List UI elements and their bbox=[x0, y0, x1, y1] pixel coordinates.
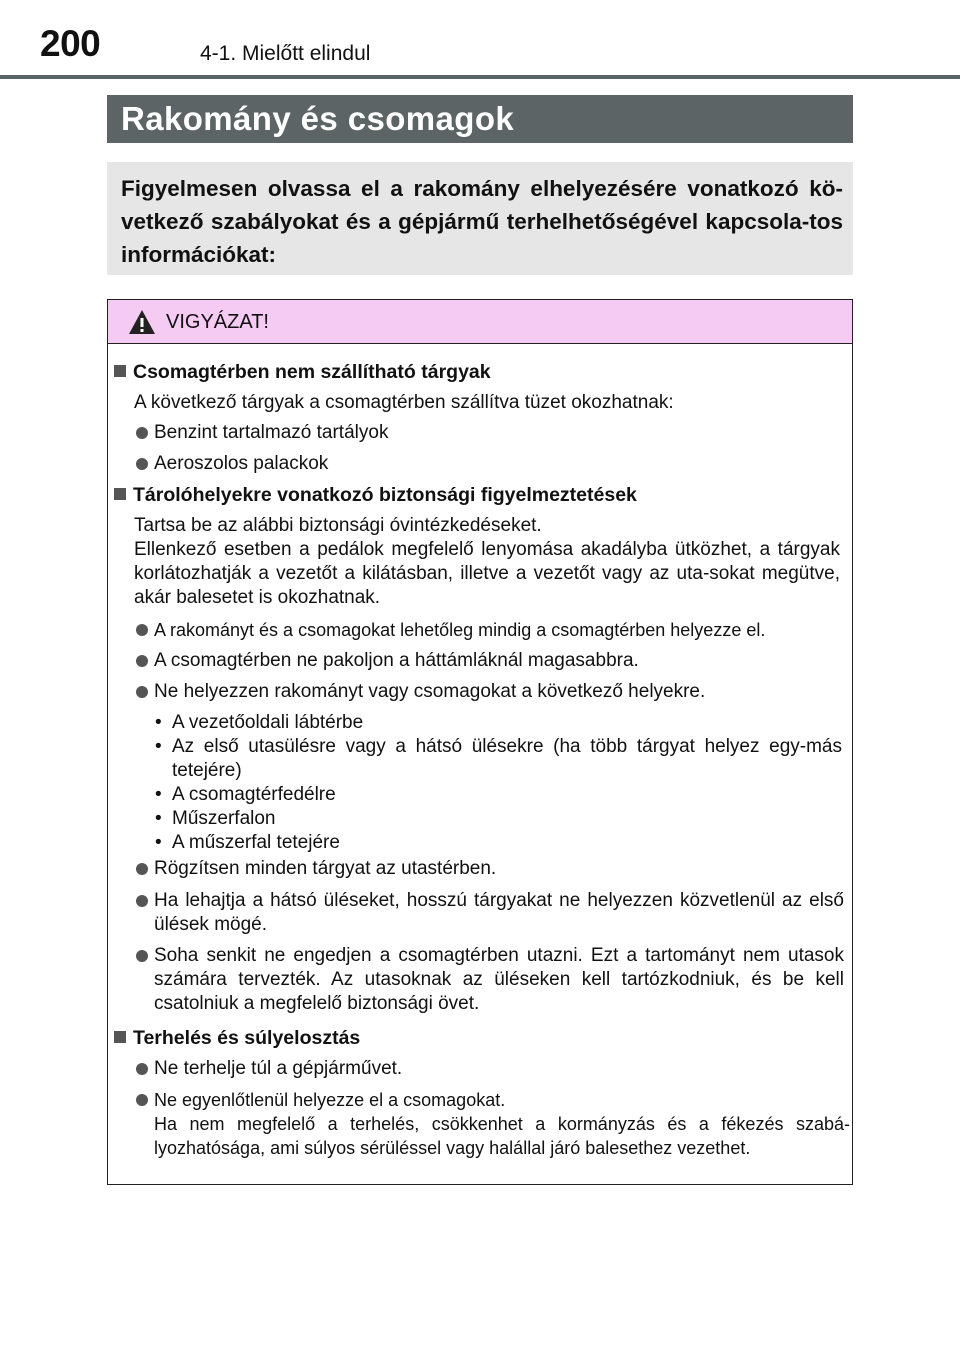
bullet-item: Soha senkit ne engedjen a csomagtérben utazni. Ezt a tartományt nem utasok számára tervezték. Az utasoknak az üléseken kell tartózkodniuk, és be kell csatolniuk a megfelelő biztonsági övet. bbox=[154, 944, 844, 1016]
bullet-item: A rakományt és a csomagokat lehetőleg mindig a csomagtérben helyezze el. bbox=[154, 618, 850, 642]
bullet-item: Benzint tartalmazó tartályok bbox=[154, 421, 844, 445]
bullet-item: Ne helyezzen rakományt vagy csomagokat a következő helyekre. bbox=[154, 680, 844, 704]
sub-item: • A vezetőoldali lábtérbe bbox=[155, 712, 364, 733]
bullet-item: Ne terhelje túl a gépjárművet. bbox=[154, 1057, 844, 1081]
page-header bbox=[0, 0, 960, 80]
sub-item: • Műszerfalon bbox=[155, 808, 276, 829]
bullet-icon bbox=[136, 458, 148, 470]
title-bar bbox=[107, 95, 853, 143]
bullet-item: Ha lehajtja a hátsó üléseket, hosszú tárgyakat ne helyezzen közvetlenül az első ülések mögé. bbox=[154, 889, 844, 937]
square-bullet-icon bbox=[114, 488, 126, 500]
bullet-item: Rögzítsen minden tárgyat az utastérben. bbox=[154, 857, 844, 881]
paragraph: A következő tárgyak a csomagtérben szállítva tüzet okozhatnak: bbox=[134, 392, 674, 413]
page-number: 200 bbox=[40, 23, 101, 64]
warning-label: VIGYÁZAT! bbox=[166, 311, 269, 333]
bullet-item: Aeroszolos palackok bbox=[154, 452, 844, 476]
section-heading: Csomagtérben nem szállítható tárgyak bbox=[114, 360, 491, 384]
bullet-icon bbox=[136, 895, 148, 907]
paragraph: Ellenkező esetben a pedálok megfelelő lenyomása akadályba ütközhet, a tárgyak korlátozhatják a vezetőt a kilátásban, illetve a vezetőt vagy az uta-sokat megütve, akár balesetet is okozhatnak. bbox=[134, 539, 840, 608]
bullet-icon bbox=[136, 686, 148, 698]
warning-header bbox=[108, 300, 852, 344]
bullet-icon bbox=[136, 863, 148, 875]
warning-box bbox=[107, 299, 853, 1185]
paragraph: Ha nem megfelelő a terhelés, csökkenhet a kormányzás és a fékezés szabá-lyozhatósága, ami súlyos sérüléssel vagy halállal járó balesethez vezethet. bbox=[154, 1114, 850, 1158]
square-bullet-icon bbox=[114, 1031, 126, 1043]
bullet-icon bbox=[136, 950, 148, 962]
bullet-icon bbox=[136, 655, 148, 667]
intro-box bbox=[107, 162, 853, 275]
sub-item: • A műszerfal tetejére bbox=[155, 832, 340, 853]
intro-text: Figyelmesen olvassa el a rakomány elhelyezésére vonatkozó kö-vetkező szabályokat és a gépjármű terhelhetőségével kapcsola-tos információkat: bbox=[121, 176, 843, 267]
header-rule bbox=[0, 75, 960, 79]
square-bullet-icon bbox=[114, 365, 126, 377]
bullet-icon bbox=[136, 427, 148, 439]
bullet-icon bbox=[136, 1094, 148, 1106]
bullet-icon bbox=[136, 1063, 148, 1075]
sub-item: • Az első utasülésre vagy a hátsó ülésekre (ha több tárgyat helyez egy-más tetejére) bbox=[155, 736, 842, 781]
warning-icon bbox=[128, 309, 156, 335]
paragraph: Tartsa be az alábbi biztonsági óvintézkedéseket. bbox=[134, 515, 542, 536]
bullet-icon bbox=[136, 624, 148, 636]
page-title: Rakomány és csomagok bbox=[121, 100, 515, 137]
section-heading: Terhelés és súlyelosztás bbox=[114, 1026, 360, 1050]
bullet-item: Ne egyenlőtlenül helyezze el a csomagokat. bbox=[154, 1088, 850, 1112]
sub-item: • A csomagtérfedélre bbox=[155, 784, 336, 805]
section-title: 4-1. Mielőtt elindul bbox=[200, 42, 371, 65]
bullet-item: A csomagtérben ne pakoljon a háttámláknál magasabbra. bbox=[154, 649, 844, 673]
section-heading: Tárolóhelyekre vonatkozó biztonsági figyelmeztetések bbox=[114, 483, 637, 507]
